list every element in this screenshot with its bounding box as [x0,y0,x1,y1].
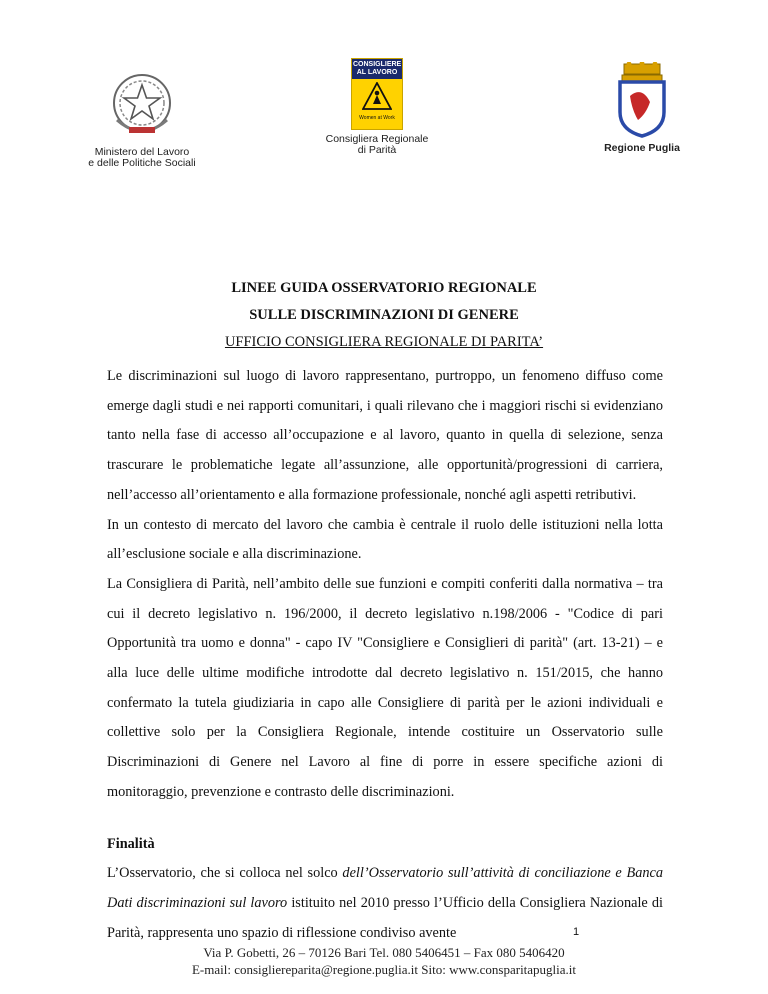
ministero-caption-1: Ministero del Lavoro [94,146,190,158]
paragraph-4-end: istituito nel 2010 presso l’Ufficio della Consigliera Nazionale di Parità, rappresenta uno spazio di riflessione condiviso avente [107,894,663,941]
consigliera-caption-1: Consigliera Regionale [325,133,429,145]
section-heading-finalita: Finalità [107,835,155,852]
paragraph-1: Le discriminazioni sul luogo di lavoro rappresentano, purtroppo, un fenomeno diffuso come emerge dagli studi e nei rapporti comunitari, i quali rilevano che i maggiori rischi si evidenziano tanto nella fase di accesso all’occupazione e al lavoro, quanto in quella di selezione, senza trascurare le problematiche legate all’assunzione, alle opportunità/progressioni di carriera, nell’accesso all’orientamento e alla formazione professionale, nonché agli aspetti retributivi. [107,368,663,503]
page-number: 1 [573,926,580,938]
title-line-1: LINEE GUIDA OSSERVATORIO REGIONALE [231,280,537,296]
ministero-caption-2: e delle Politiche Sociali [88,157,196,169]
footer [0,944,768,978]
ministero-logo [72,70,212,169]
badge-tagline: Women at Work [359,115,395,121]
paragraph-3: La Consigliera di Parità, nell’ambito delle sue funzioni e compiti conferiti dalla normativa – tra cui il decreto legislativo n. 196/2000, il decreto legislativo n.198/2006 - "Codice di pari Opportunità tra uomo e donna" - capo IV "Consigliere e Consiglieri di parità" (art. 13-21) – e alla luce delle ultime modifiche introdotte dal decreto legislativo n. 151/2015, che hanno confermato la tutela giudiziaria in capo alle Consigliere di parità per le azioni individuali e collettive solo per la Consigliera Regionale, intende costituire un Osservatorio sulle Discriminazioni di Genere nel Lavoro al fine di porre in essere specifiche azioni di monitoraggio, prevenzione e contrasto delle discriminazioni. [107,575,663,800]
badge-header: CONSIGLIERE AL LAVORO [352,59,402,79]
paragraph-2: In un contesto di mercato del lavoro che cambia è centrale il ruolo delle istituzioni nella lotta all’esclusione sociale e alla discriminazione. [107,516,663,563]
title-line-3: UFFICIO CONSIGLIERA REGIONALE DI PARITA’ [224,334,544,350]
regione-caption: Regione Puglia [604,142,680,154]
footer-contacts: E-mail: consigliereparita@regione.puglia.it Sito: www.consparitapuglia.it [191,962,577,977]
consigliera-caption-2: di Parità [357,144,397,156]
italian-emblem-icon [107,70,177,142]
puglia-coat-of-arms-icon [616,62,668,138]
regione-puglia-logo [598,62,686,154]
consigliera-logo [322,58,432,156]
consigliere-badge [351,58,403,130]
document-title [0,275,768,356]
footer-address: Via P. Gobetti, 26 – 70126 Bari Tel. 080 5406451 – Fax 080 5406420 [203,945,565,960]
paragraph-4-start: L’Osservatorio, che si colloca nel solco [107,865,343,882]
woman-sign-icon [362,82,392,110]
paragraph-4-italic: dell’Osservatorio sull’attività di conciliazione e Banca Dati discriminazioni sul lavoro [107,865,664,911]
title-line-2: SULLE DISCRIMINAZIONI DI GENERE [249,307,519,323]
paragraph-4 [107,859,663,948]
document-body [107,362,663,948]
